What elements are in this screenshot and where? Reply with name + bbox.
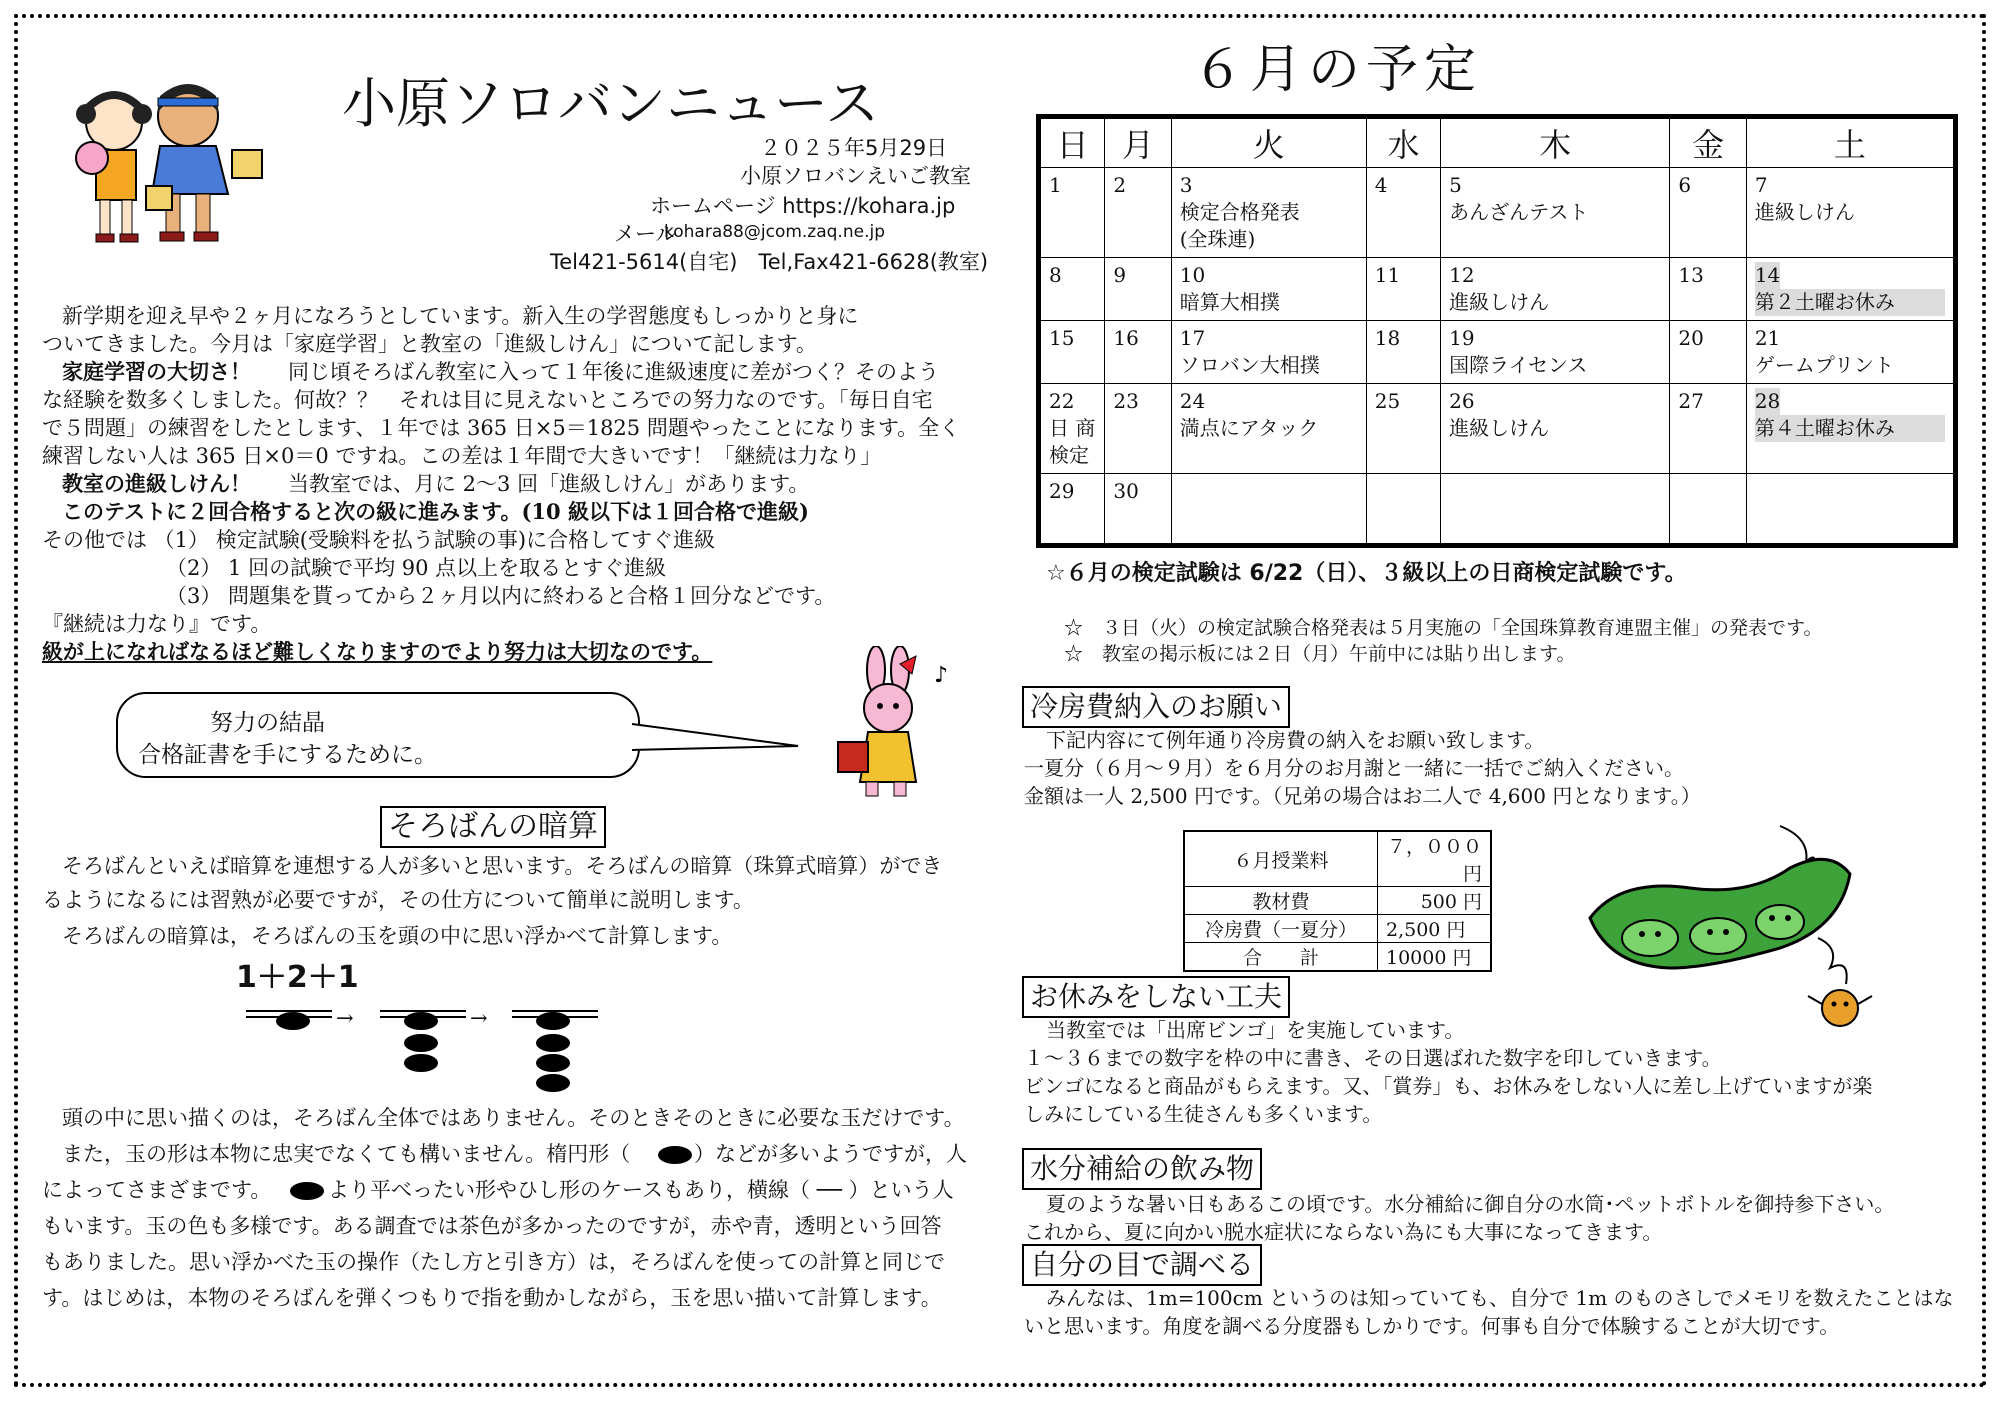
calendar-day — [1171, 474, 1366, 546]
day-number: 19 — [1449, 326, 1475, 350]
anzan-line: 頭の中に思い描くのは，そろばん全体ではありません。そのときそのときに必要な玉だけです。 — [62, 1106, 965, 1130]
measure-line: いと思います。角度を調べる分度器もしかりです。何事も自分で体験することが大切です。 — [1024, 1314, 1840, 1338]
calendar-day — [1105, 384, 1171, 474]
day-number: 11 — [1374, 263, 1401, 287]
day-number: 3 — [1179, 173, 1193, 197]
day-number: 16 — [1113, 326, 1139, 350]
calendar-day — [1039, 321, 1105, 384]
fee-amount: ７，０００円 — [1378, 831, 1492, 887]
cooling-line: 一夏分（６月～９月）を６月分のお月謝と一緒に一括でご納入ください。 — [1024, 756, 1684, 780]
day-number: 9 — [1113, 263, 1127, 287]
day-number: 2 — [1113, 173, 1127, 197]
intro-line: （2） 1 回の試験で平均 90 点以上を取るとすぐ進級 — [166, 556, 667, 580]
calendar-day — [1366, 474, 1440, 546]
intro-line: 同じ頃そろばん教室に入って１年後に進級速度に差がつく？そのよう — [288, 360, 939, 384]
rabbit-illustration — [826, 646, 966, 806]
calendar-day — [1670, 321, 1746, 384]
arrow: → — [470, 1006, 488, 1030]
anzan-line: によってさまざまです。 — [42, 1178, 272, 1202]
heading-anzan: そろばんの暗算 — [380, 806, 606, 848]
day-number: 17 — [1179, 326, 1206, 350]
weekday-header: 日 — [1039, 117, 1105, 168]
calendar-day — [1105, 168, 1171, 258]
day-number: 10 — [1179, 263, 1206, 287]
intro-line: 練習しない人は 365 日×0＝0 ですね。この差は１年間で大きいです！「継続は力なり」 — [42, 444, 882, 468]
weekday-header: 火 — [1171, 117, 1366, 168]
calendar-day — [1746, 258, 1955, 321]
intro-line: 『継続は力なり』です。 — [42, 612, 272, 636]
ellipse-bead-example — [290, 1182, 324, 1200]
calendar-day — [1366, 384, 1440, 474]
anzan-line: ）などが多いようですが，人 — [694, 1142, 967, 1166]
anzan-line: そろばんといえば暗算を連想する人が多いと思います。そろばんの暗算（珠算式暗算）ができ — [62, 854, 943, 878]
day-number: 18 — [1374, 326, 1401, 350]
day-number: 21 — [1754, 326, 1781, 350]
anzan-line: より平べったい形やひし形のケースもあり，横線（ ── ）という人 — [328, 1178, 954, 1202]
abacus-bead — [536, 1034, 570, 1052]
anzan-formula: 1＋2＋1 — [236, 960, 359, 995]
fee-row — [1184, 831, 1491, 887]
calendar-day — [1039, 258, 1105, 321]
day-number: 20 — [1678, 326, 1704, 350]
anzan-line: す。はじめは，本物のそろばんを弾くつもりで指を動かしながら，玉を思い描いて計算します。 — [42, 1286, 942, 1310]
exam-notice: ☆６月の検定試験は 6/22（日）、３級以上の日商検定試験です。 — [1046, 561, 1687, 586]
abacus-bead — [404, 1012, 438, 1030]
day-event: (全珠連) — [1179, 227, 1256, 251]
fee-row — [1184, 915, 1491, 943]
fee-label: ６月授業料 — [1184, 831, 1378, 887]
calendar-day — [1171, 258, 1366, 321]
calendar-day — [1039, 168, 1105, 258]
calendar-day — [1366, 168, 1440, 258]
day-event: 満点にアタック — [1179, 416, 1319, 440]
day-number: 12 — [1449, 263, 1475, 287]
calendar-day — [1441, 321, 1670, 384]
schedule-note: ☆ ３日（火）の検定試験合格発表は５月実施の「全国珠算教育連盟主催」の発表です。 — [1064, 617, 1823, 639]
heading-measure: 自分の目で調べる — [1022, 1244, 1262, 1286]
heading-hydration: 水分補給の飲み物 — [1022, 1148, 1262, 1190]
day-event: 検定 — [1049, 443, 1089, 467]
calendar-day — [1670, 258, 1746, 321]
day-event: ゲームプリント — [1754, 353, 1895, 377]
anzan-line: そろばんの暗算は，そろばんの玉を頭の中に思い浮かべて計算します。 — [62, 924, 733, 948]
day-number: 4 — [1374, 173, 1388, 197]
day-number: 23 — [1113, 389, 1139, 413]
intro-line: で５問題」の練習をしたとします、１年では 365 日×5＝1825 問題やったことになります。全く — [42, 416, 961, 440]
fee-table — [1183, 830, 1492, 972]
calendar-day — [1366, 258, 1440, 321]
day-event: ソロバン大相撲 — [1179, 353, 1320, 377]
abacus-bead — [536, 1054, 570, 1072]
day-event-highlight: 第２土曜お休み — [1755, 289, 1945, 316]
bubble-tail — [630, 720, 800, 760]
intro-line: ついてきました。今月は「家庭学習」と教室の「進級しけん」について記します。 — [42, 332, 817, 356]
day-number: 30 — [1113, 479, 1139, 503]
fee-label: 冷房費（一夏分） — [1184, 915, 1378, 943]
abacus-bead — [404, 1054, 438, 1072]
day-number: 15 — [1049, 326, 1075, 350]
day-event: 進級しけん — [1449, 290, 1550, 314]
day-number: 8 — [1049, 263, 1062, 287]
anzan-line: るようになるには習熟が必要ですが，その仕方について簡単に説明します。 — [42, 888, 754, 912]
calendar-day — [1746, 474, 1955, 546]
attendance-line: 当教室では「出席ビンゴ」を実施しています。 — [1046, 1018, 1465, 1042]
weekday-header: 土 — [1746, 117, 1955, 168]
homepage: ホームページ https://kohara.jp — [650, 194, 956, 218]
calendar-day — [1670, 474, 1746, 546]
edamame-illustration — [1580, 818, 1910, 1048]
calendar-day — [1171, 321, 1366, 384]
day-number: 13 — [1678, 263, 1704, 287]
fee-row — [1184, 887, 1491, 915]
day-event: 暗算大相撲 — [1179, 290, 1280, 314]
day-number: 25 — [1374, 389, 1401, 413]
abacus-bead — [276, 1012, 310, 1030]
calendar-week — [1039, 321, 1956, 384]
day-number: 27 — [1678, 389, 1704, 413]
calendar-day — [1670, 384, 1746, 474]
day-event: 検定合格発表 — [1179, 200, 1300, 224]
day-event: 進級しけん — [1754, 200, 1855, 224]
intro-line: （3） 問題集を貰ってから２ヶ月以内に終わると合格１回分などです。 — [166, 584, 836, 608]
day-event: あんざんテスト — [1449, 200, 1589, 224]
day-number: 24 — [1179, 389, 1206, 413]
fee-amount: 500 円 — [1378, 887, 1492, 915]
bubble-text: 努力の結晶 — [210, 710, 325, 736]
heading-cooling-fee: 冷房費納入のお願い — [1022, 686, 1290, 728]
calendar-day — [1441, 384, 1670, 474]
day-number: 7 — [1754, 173, 1768, 197]
hydration-line: これから、夏に向かい脱水症状にならない為にも大事になってきます。 — [1024, 1220, 1663, 1244]
section-label-home-study: 家庭学習の大切さ！ — [62, 359, 251, 384]
calendar-day — [1441, 258, 1670, 321]
intro-line-bold: このテストに２回合格すると次の級に進みます。(10 級以下は１回合格で進級) — [62, 499, 809, 524]
abacus-bead — [404, 1034, 438, 1052]
schedule-note: ☆ 教室の掲示板には２日（月）午前中には貼り出します。 — [1064, 643, 1576, 665]
day-number: 14 — [1754, 263, 1781, 287]
calendar-day — [1105, 474, 1171, 546]
hydration-line: 夏のような暑い日もあるこの頃です。水分補給に御自分の水筒･ペットボトルを御持参下さい。 — [1046, 1192, 1895, 1216]
intro-line: その他では （1） 検定試験(受験料を払う試験の事)に合格してすぐ進級 — [42, 528, 716, 552]
day-event: 進級しけん — [1449, 416, 1550, 440]
june-calendar — [1036, 114, 1958, 548]
weekday-header: 月 — [1105, 117, 1171, 168]
calendar-day — [1441, 168, 1670, 258]
cooling-line: 金額は一人 2,500 円です。（兄弟の場合はお二人で 4,600 円となります。） — [1024, 784, 1701, 808]
svg-text:♪: ♪ — [934, 663, 949, 688]
intro-line: 当教室では、月に 2～3 回「進級しけん」があります。 — [288, 472, 810, 496]
attendance-line: しみにしている生徒さんも多くいます。 — [1024, 1102, 1383, 1126]
fee-amount: 2,500 円 — [1378, 915, 1492, 943]
heading-attendance: お休みをしない工夫 — [1022, 976, 1290, 1018]
abacus-bead — [536, 1012, 570, 1030]
anzan-line: また，玉の形は本物に忠実でなくても構いません。楕円形（ — [62, 1142, 631, 1166]
measure-line: みんなは、1m=100cm というのは知っていても、自分で 1m のものさしでメモリを数えたことはな — [1046, 1286, 1954, 1310]
calendar-day — [1039, 384, 1105, 474]
calendar-day — [1171, 168, 1366, 258]
day-number: 1 — [1049, 173, 1062, 197]
calendar-day — [1746, 321, 1955, 384]
children-illustration — [56, 74, 276, 254]
fee-row — [1184, 943, 1491, 972]
weekday-header: 木 — [1441, 117, 1670, 168]
issue-date: ２０２５年5月29日 — [760, 136, 948, 160]
day-number: 22 — [1049, 389, 1075, 413]
fee-amount: 10000 円 — [1378, 943, 1492, 972]
intro-line: 新学期を迎え早や２ヶ月になろうとしています。新入生の学習態度もしっかりと身に — [62, 304, 859, 328]
weekday-header: 金 — [1670, 117, 1746, 168]
calendar-week — [1039, 258, 1956, 321]
calendar-day — [1105, 321, 1171, 384]
calendar-day — [1441, 474, 1670, 546]
calendar-day — [1670, 168, 1746, 258]
calendar-day — [1366, 321, 1440, 384]
ellipse-bead-example — [658, 1146, 692, 1164]
calendar-header-row — [1039, 117, 1956, 168]
day-number: 28 — [1754, 389, 1781, 413]
bubble-text: 合格証書を手にするために。 — [138, 742, 437, 768]
day-event-highlight: 第４土曜お休み — [1755, 415, 1945, 442]
section-label-exam: 教室の進級しけん！ — [62, 471, 251, 496]
cooling-line: 下記内容にて例年通り冷房費の納入をお願い致します。 — [1046, 728, 1545, 752]
mail-address: kohara88@jcom.zaq.ne.jp — [664, 222, 885, 242]
calendar-day — [1039, 474, 1105, 546]
arrow: → — [336, 1006, 354, 1030]
day-number: 6 — [1678, 173, 1692, 197]
calendar-day — [1171, 384, 1366, 474]
anzan-line: もいます。玉の色も多様です。ある調査では茶色が多かったのですが，赤や青，透明という回答 — [42, 1214, 942, 1238]
calendar-day — [1105, 258, 1171, 321]
intro-line-underlined: 級が上になればなるほど難しくなりますのでより努力は大切なのです。 — [42, 639, 713, 664]
abacus-bead — [536, 1074, 570, 1092]
day-event: 国際ライセンス — [1449, 353, 1588, 377]
day-number: 5 — [1449, 173, 1462, 197]
weekday-header: 水 — [1366, 117, 1440, 168]
mail-label: メール — [614, 222, 677, 246]
day-number: 29 — [1049, 479, 1075, 503]
calendar-week — [1039, 384, 1956, 474]
fee-label: 教材費 — [1184, 887, 1378, 915]
intro-line: な経験を数多くしました。何故？？ それは目に見えないところでの努力なのです。「毎日自宅 — [42, 388, 933, 412]
calendar-week — [1039, 474, 1956, 546]
newsletter-title: 小原ソロバンニュース — [342, 72, 880, 135]
day-event: 日 商 — [1049, 416, 1096, 440]
calendar-day — [1746, 384, 1955, 474]
calendar-week — [1039, 168, 1956, 258]
fee-label: 合 計 — [1184, 943, 1378, 972]
phone-numbers: Tel421-5614(自宅) Tel,Fax421-6628(教室) — [550, 250, 989, 274]
attendance-line: １～３６までの数字を枠の中に書き、その日選ばれた数字を印していきます。 — [1024, 1046, 1722, 1070]
schedule-title: ６月の予定 — [1192, 40, 1483, 100]
attendance-line: ビンゴになると商品がもらえます。又、「賞券」も、お休みをしない人に差し上げていますが楽 — [1024, 1074, 1873, 1098]
calendar-day — [1746, 168, 1955, 258]
anzan-line: もありました。思い浮かべた玉の操作（たし方と引き方）は，そろばんを使っての計算と同じで — [42, 1250, 945, 1274]
school-name: 小原ソロバンえいご教室 — [740, 164, 971, 188]
day-number: 26 — [1449, 389, 1475, 413]
